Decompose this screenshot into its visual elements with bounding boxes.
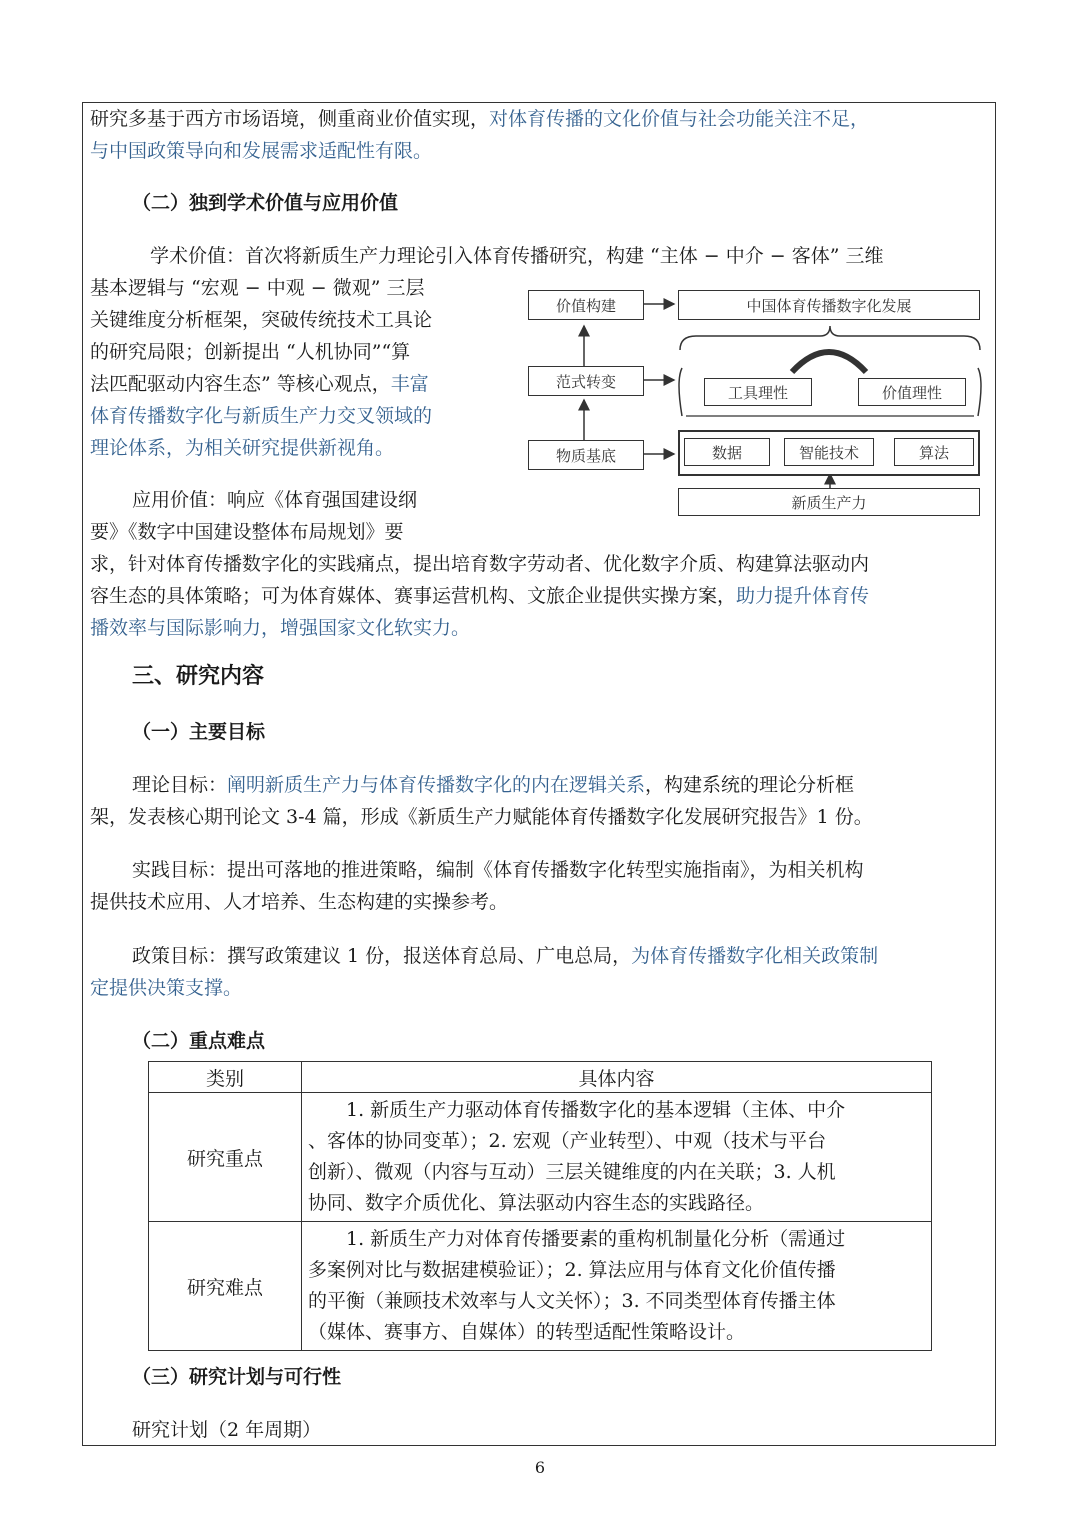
box-data: 数据 bbox=[684, 438, 770, 466]
table-header-row bbox=[149, 1062, 932, 1093]
academic-line-1: 学术价值：首次将新质生产力理论引入体育传播研究，构建 “主体 − 中介 − 客体” 三维 bbox=[150, 245, 884, 267]
content-line: 协同、数字介质优化、算法驱动内容生态的实践路径。 bbox=[308, 1192, 765, 1214]
intro-line-2: 与中国政策导向和发展需求适配性有限。 bbox=[90, 140, 433, 162]
section-heading-main-goals: （一）主要目标 bbox=[132, 721, 266, 743]
section-heading-research-content: 三、研究内容 bbox=[132, 664, 265, 689]
practice-goal-line-2: 提供技术应用、人才培养、生态构建的实操参考。 bbox=[90, 891, 509, 913]
section-heading-key-points: （二）重点难点 bbox=[132, 1030, 266, 1052]
box-value-rationality: 价值理性 bbox=[858, 378, 966, 406]
content-line: 、客体的协同变革）；2. 宏观（产业转型）、中观（技术与平台 bbox=[308, 1130, 827, 1152]
table-row bbox=[149, 1222, 932, 1351]
table-cell-content bbox=[302, 1222, 932, 1351]
academic-line-7: 理论体系，为相关研究提供新视角。 bbox=[90, 437, 395, 459]
academic-line-5: 法匹配驱动内容生态” 等核心观点，丰富 bbox=[90, 373, 429, 395]
academic-line-2: 基本逻辑与 “宏观 − 中观 − 微观” 三层 bbox=[90, 277, 425, 299]
box-china-sports-digital: 中国体育传播数字化发展 bbox=[678, 290, 980, 320]
table-cell-category: 研究重点 bbox=[149, 1093, 302, 1222]
practice-goal-line-1: 实践目标：提出可落地的推进策略，编制《体育传播数字化转型实施指南》，为相关机构 bbox=[132, 859, 864, 881]
academic-line-6: 体育传播数字化与新质生产力交叉领域的 bbox=[90, 405, 433, 427]
applied-line-3: 求，针对体育传播数字化的实践痛点，提出培育数字劳动者、优化数字介质、构建算法驱动内 bbox=[90, 553, 870, 575]
key-points-table bbox=[148, 1061, 932, 1351]
box-tool-rationality: 工具理性 bbox=[704, 378, 812, 406]
content-line: （媒体、赛事方、自媒体）的转型适配性策略设计。 bbox=[308, 1321, 746, 1343]
content-line: 多案例对比与数据建模验证）；2. 算法应用与体育文化价值传播 bbox=[308, 1259, 836, 1281]
content-line: 1. 新质生产力驱动体育传播数字化的基本逻辑（主体、中介 bbox=[308, 1099, 846, 1121]
box-new-productivity: 新质生产力 bbox=[678, 488, 980, 516]
content-line: 1. 新质生产力对体育传播要素的重构机制量化分析（需通过 bbox=[308, 1228, 846, 1250]
box-value-construction: 价值构建 bbox=[528, 290, 644, 320]
section-heading-academic-value: （二）独到学术价值与应用价值 bbox=[132, 192, 399, 214]
content-line: 的平衡（兼顾技术效率与人文关怀）；3. 不同类型体育传播主体 bbox=[308, 1290, 836, 1312]
intro-line-1: 研究多基于西方市场语境，侧重商业价值实现，对体育传播的文化价值与社会功能关注不足， bbox=[90, 108, 870, 130]
applied-line-5: 播效率与国际影响力，增强国家文化软实力。 bbox=[90, 617, 471, 639]
applied-line-4: 容生态的具体策略；可为体育媒体、赛事运营机构、文旅企业提供实操方案，助力提升体育传 bbox=[90, 585, 870, 607]
content-line: 创新）、微观（内容与互动）三层关键维度的内在关联；3. 人机 bbox=[308, 1161, 836, 1183]
policy-goal-line-1: 政策目标：撰写政策建议 1 份，报送体育总局、广电总局，为体育传播数字化相关政策制 bbox=[132, 945, 879, 967]
table-row bbox=[149, 1093, 932, 1222]
table-cell-category: 研究难点 bbox=[149, 1222, 302, 1351]
table-cell-content bbox=[302, 1093, 932, 1222]
theory-goal-line-2: 架，发表核心期刊论文 3-4 篇，形成《新质生产力赋能体育传播数字化发展研究报告》1 份。 bbox=[90, 806, 873, 828]
table-header-category: 类别 bbox=[149, 1062, 302, 1093]
applied-line-2: 要》《数字中国建设整体布局规划》要 bbox=[90, 521, 404, 543]
policy-goal-line-2: 定提供决策支撑。 bbox=[90, 977, 243, 999]
academic-line-3: 关键维度分析框架，突破传统技术工具论 bbox=[90, 309, 433, 331]
table-header-content: 具体内容 bbox=[302, 1062, 932, 1093]
box-material-base: 物质基底 bbox=[528, 440, 644, 470]
theory-goal-line-1: 理论目标：阐明新质生产力与体育传播数字化的内在逻辑关系，构建系统的理论分析框 bbox=[132, 774, 855, 796]
section-heading-plan: （三）研究计划与可行性 bbox=[132, 1366, 342, 1388]
applied-line-1: 应用价值：响应《体育强国建设纲 bbox=[132, 489, 418, 511]
academic-line-4: 的研究局限；创新提出 “人机协同”“算 bbox=[90, 341, 411, 363]
framework-diagram bbox=[524, 288, 986, 520]
page-number: 6 bbox=[534, 1458, 546, 1477]
box-intelligent-tech: 智能技术 bbox=[784, 438, 874, 466]
box-paradigm-shift: 范式转变 bbox=[528, 366, 644, 396]
plan-subtitle: 研究计划（2 年周期） bbox=[132, 1419, 322, 1441]
box-algorithm: 算法 bbox=[894, 438, 974, 466]
